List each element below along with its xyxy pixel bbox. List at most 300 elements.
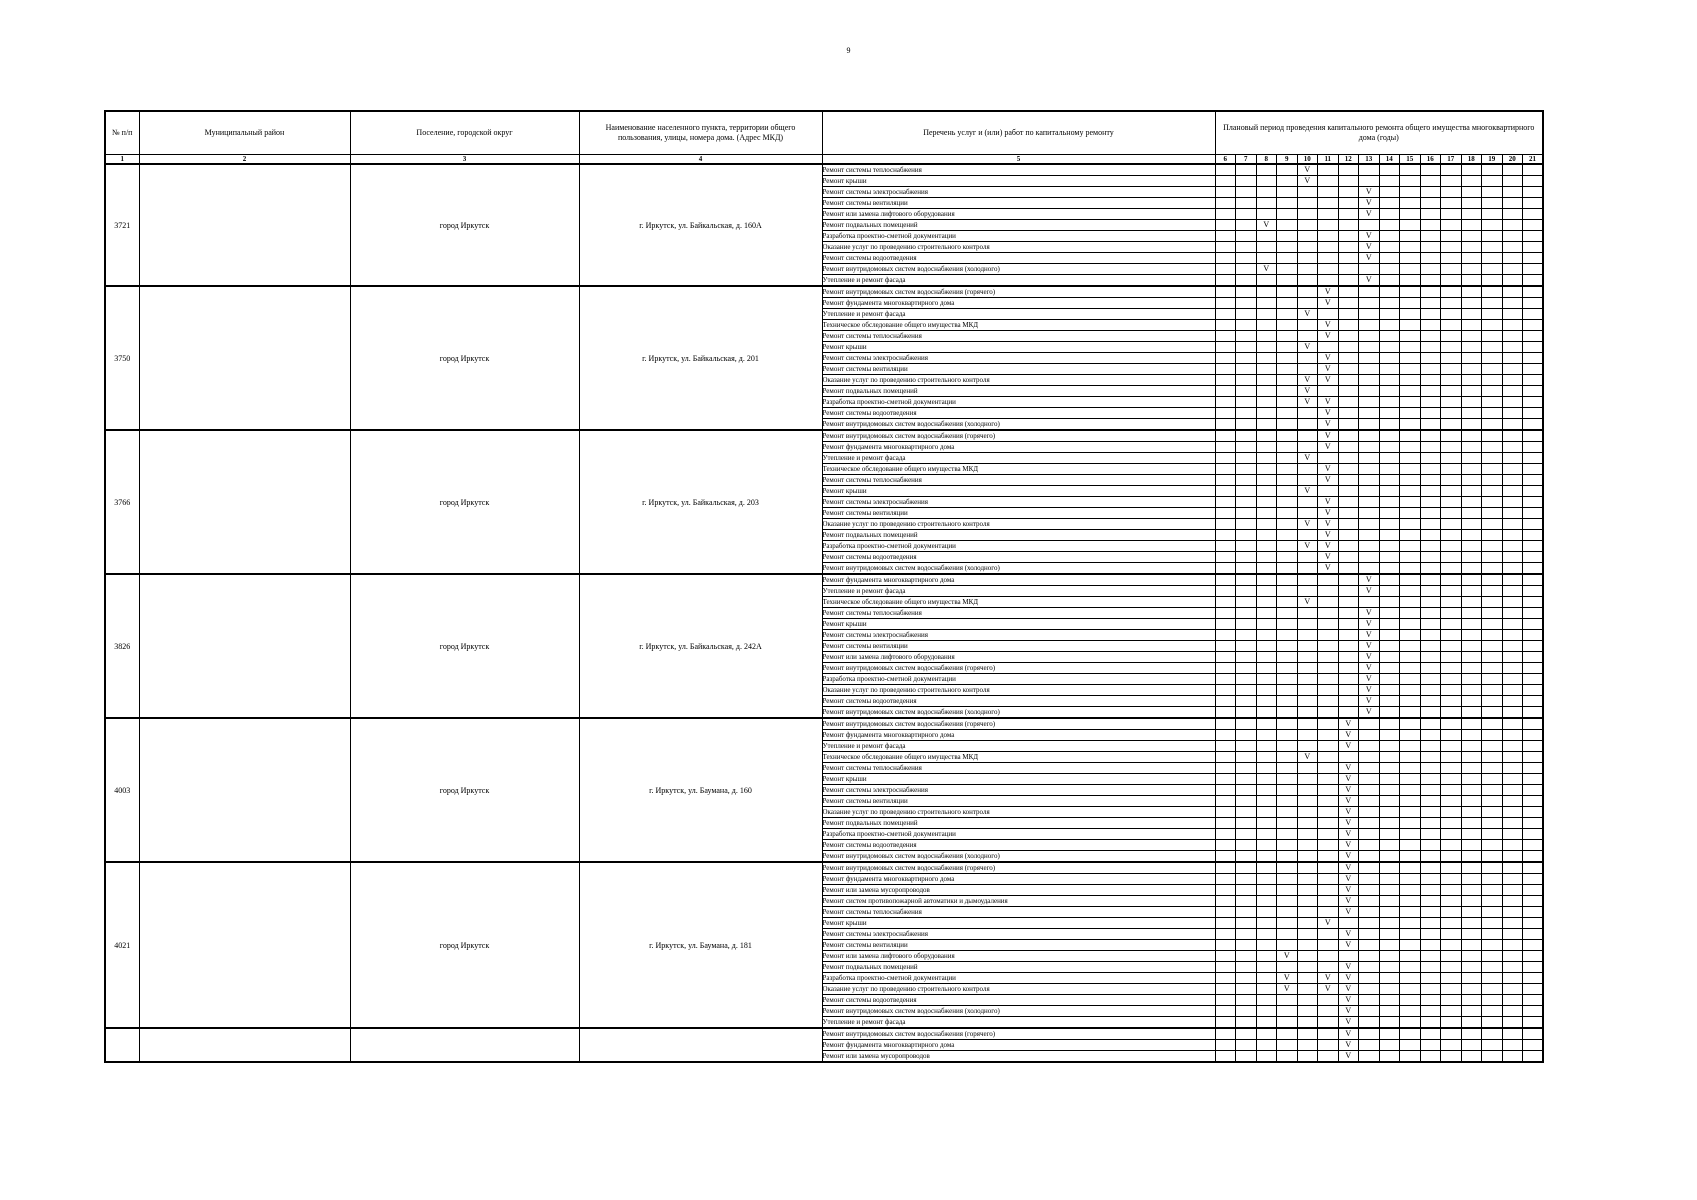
table-row — [105, 164, 1543, 176]
year-cell — [1523, 652, 1544, 663]
year-cell — [1461, 164, 1482, 176]
year-cell — [1420, 851, 1441, 863]
year-mark: V — [1297, 397, 1318, 408]
year-cell — [1441, 353, 1462, 364]
year-mark: V — [1359, 586, 1380, 597]
year-cell — [1297, 707, 1318, 719]
year-cell — [1256, 375, 1277, 386]
year-cell — [1482, 896, 1503, 907]
year-cell — [1256, 995, 1277, 1006]
year-cell — [1338, 176, 1359, 187]
year-cell — [1400, 829, 1421, 840]
year-cell — [1256, 1006, 1277, 1017]
year-cell — [1256, 430, 1277, 442]
year-cell — [1420, 1028, 1441, 1040]
year-cell — [1400, 984, 1421, 995]
record-number: 3766 — [105, 430, 139, 574]
year-cell — [1523, 430, 1544, 442]
year-cell — [1277, 896, 1298, 907]
year-cell — [1215, 862, 1236, 874]
year-mark: V — [1338, 785, 1359, 796]
year-cell — [1523, 796, 1544, 807]
year-cell — [1441, 763, 1462, 774]
year-cell — [1215, 918, 1236, 929]
year-mark: V — [1318, 464, 1339, 475]
year-cell — [1277, 918, 1298, 929]
year-cell — [1400, 973, 1421, 984]
year-cell — [1400, 752, 1421, 763]
year-cell — [1256, 464, 1277, 475]
year-cell — [1441, 187, 1462, 198]
year-cell — [1297, 1040, 1318, 1051]
year-cell — [1277, 220, 1298, 231]
year-cell — [1461, 984, 1482, 995]
year-cell — [1502, 209, 1523, 220]
year-mark: V — [1338, 929, 1359, 940]
year-cell — [1502, 187, 1523, 198]
year-cell — [1359, 1051, 1380, 1063]
year-cell — [1256, 253, 1277, 264]
year-cell — [1502, 1051, 1523, 1063]
year-mark: V — [1359, 663, 1380, 674]
year-cell — [1236, 574, 1257, 586]
year-cell — [1502, 984, 1523, 995]
year-mark: V — [1297, 519, 1318, 530]
year-cell — [1359, 1028, 1380, 1040]
year-cell — [1523, 408, 1544, 419]
service-cell: Ремонт систем противопожарной автоматики и дымоудаления — [822, 896, 1215, 907]
year-cell — [1461, 807, 1482, 818]
year-cell — [1236, 464, 1257, 475]
service-cell: Ремонт системы электроснабжения — [822, 785, 1215, 796]
year-cell — [1441, 730, 1462, 741]
year-cell — [1523, 375, 1544, 386]
year-cell — [1379, 929, 1400, 940]
year-cell — [1461, 1006, 1482, 1017]
year-cell — [1277, 209, 1298, 220]
year-cell — [1502, 608, 1523, 619]
year-cell — [1502, 231, 1523, 242]
year-cell — [1502, 220, 1523, 231]
year-cell — [1297, 608, 1318, 619]
year-cell — [1215, 231, 1236, 242]
year-cell — [1461, 663, 1482, 674]
year-cell — [1236, 320, 1257, 331]
service-cell: Ремонт внутридомовых систем водоснабжения (горячего) — [822, 430, 1215, 442]
year-cell — [1400, 885, 1421, 896]
year-mark: V — [1338, 896, 1359, 907]
year-mark: V — [1318, 430, 1339, 442]
year-cell — [1236, 264, 1257, 275]
year-cell — [1215, 320, 1236, 331]
year-cell — [1318, 829, 1339, 840]
year-cell — [1277, 829, 1298, 840]
year-cell — [1338, 497, 1359, 508]
year-cell — [1461, 951, 1482, 962]
service-cell: Оказание услуг по проведению строительного контроля — [822, 984, 1215, 995]
year-cell — [1482, 597, 1503, 608]
year-cell — [1482, 730, 1503, 741]
year-cell — [1318, 752, 1339, 763]
year-cell — [1420, 774, 1441, 785]
year-cell — [1338, 298, 1359, 309]
year-cell — [1482, 829, 1503, 840]
year-cell — [1297, 253, 1318, 264]
year-cell — [1502, 874, 1523, 885]
year-cell — [1502, 818, 1523, 829]
year-cell — [1523, 630, 1544, 641]
year-cell — [1461, 752, 1482, 763]
year-cell — [1523, 874, 1544, 885]
year-cell — [1236, 364, 1257, 375]
year-cell — [1338, 419, 1359, 431]
year-cell — [1215, 1051, 1236, 1063]
year-cell — [1277, 1006, 1298, 1017]
year-cell — [1420, 530, 1441, 541]
service-cell: Оказание услуг по проведению строительного контроля — [822, 685, 1215, 696]
year-cell — [1277, 264, 1298, 275]
year-cell — [1482, 563, 1503, 575]
year-cell — [1523, 574, 1544, 586]
year-cell — [1523, 608, 1544, 619]
table-row — [105, 1028, 1543, 1040]
year-cell — [1420, 342, 1441, 353]
year-cell — [1318, 885, 1339, 896]
year-cell — [1502, 1017, 1523, 1029]
year-cell — [1482, 1040, 1503, 1051]
year-cell — [1297, 264, 1318, 275]
year-cell — [1215, 419, 1236, 431]
year-cell — [1482, 574, 1503, 586]
address-cell: г. Иркутск, ул. Байкальская, д. 242А — [579, 574, 822, 718]
service-cell: Ремонт системы вентиляции — [822, 508, 1215, 519]
year-mark: V — [1359, 674, 1380, 685]
year-cell — [1236, 1051, 1257, 1063]
year-cell — [1359, 464, 1380, 475]
year-mark: V — [1338, 862, 1359, 874]
year-cell — [1338, 164, 1359, 176]
year-cell — [1482, 419, 1503, 431]
year-cell — [1318, 1006, 1339, 1017]
year-cell — [1215, 785, 1236, 796]
year-cell — [1297, 730, 1318, 741]
year-cell — [1256, 951, 1277, 962]
year-cell — [1256, 320, 1277, 331]
address-cell: г. Иркутск, ул. Байкальская, д. 160А — [579, 164, 822, 286]
year-cell — [1277, 1028, 1298, 1040]
service-cell: Ремонт внутридомовых систем водоснабжения (холодного) — [822, 563, 1215, 575]
year-cell — [1441, 486, 1462, 497]
year-cell — [1523, 164, 1544, 176]
year-cell — [1482, 364, 1503, 375]
year-cell — [1523, 840, 1544, 851]
year-cell — [1236, 563, 1257, 575]
year-cell — [1215, 176, 1236, 187]
year-cell — [1523, 231, 1544, 242]
year-cell — [1502, 862, 1523, 874]
year-cell — [1256, 541, 1277, 552]
year-cell — [1400, 851, 1421, 863]
year-cell — [1441, 885, 1462, 896]
year-cell — [1318, 652, 1339, 663]
year-cell — [1359, 862, 1380, 874]
address-cell: г. Иркутск, ул. Байкальская, д. 201 — [579, 286, 822, 430]
year-cell — [1379, 530, 1400, 541]
year-cell — [1523, 198, 1544, 209]
year-cell — [1236, 298, 1257, 309]
year-cell — [1256, 984, 1277, 995]
year-cell — [1379, 353, 1400, 364]
year-cell — [1318, 1051, 1339, 1063]
year-cell — [1297, 430, 1318, 442]
year-cell — [1400, 541, 1421, 552]
year-cell — [1461, 1017, 1482, 1029]
year-cell — [1379, 907, 1400, 918]
year-cell — [1523, 674, 1544, 685]
year-cell — [1359, 984, 1380, 995]
year-cell — [1256, 807, 1277, 818]
year-cell — [1502, 707, 1523, 719]
year-cell — [1297, 885, 1318, 896]
year-cell — [1359, 951, 1380, 962]
year-cell — [1359, 298, 1380, 309]
year-cell — [1338, 275, 1359, 287]
year-cell — [1215, 741, 1236, 752]
year-mark: V — [1318, 973, 1339, 984]
year-cell — [1502, 264, 1523, 275]
year-cell — [1441, 1006, 1462, 1017]
year-cell — [1236, 198, 1257, 209]
year-cell — [1482, 386, 1503, 397]
year-cell — [1215, 874, 1236, 885]
year-cell — [1359, 176, 1380, 187]
year-cell — [1400, 741, 1421, 752]
year-cell — [1482, 1006, 1503, 1017]
year-cell — [1461, 718, 1482, 730]
year-cell — [1215, 929, 1236, 940]
year-cell — [1379, 574, 1400, 586]
service-cell: Ремонт системы электроснабжения — [822, 630, 1215, 641]
year-cell — [1482, 209, 1503, 220]
column-number: 10 — [1297, 155, 1318, 165]
service-cell: Ремонт системы теплоснабжения — [822, 608, 1215, 619]
year-cell — [1256, 397, 1277, 408]
year-cell — [1379, 995, 1400, 1006]
year-cell — [1461, 995, 1482, 1006]
service-cell: Ремонт системы теплоснабжения — [822, 164, 1215, 176]
year-cell — [1215, 309, 1236, 320]
year-cell — [1420, 486, 1441, 497]
year-cell — [1523, 397, 1544, 408]
year-cell — [1379, 442, 1400, 453]
settlement-cell: город Иркутск — [350, 862, 579, 1028]
year-cell — [1400, 862, 1421, 874]
year-cell — [1236, 718, 1257, 730]
year-cell — [1502, 829, 1523, 840]
year-cell — [1523, 519, 1544, 530]
year-cell — [1297, 1051, 1318, 1063]
year-cell — [1338, 320, 1359, 331]
year-cell — [1502, 1040, 1523, 1051]
year-cell — [1523, 187, 1544, 198]
year-cell — [1379, 752, 1400, 763]
year-cell — [1277, 818, 1298, 829]
year-mark: V — [1359, 231, 1380, 242]
year-cell — [1277, 940, 1298, 951]
year-cell — [1359, 807, 1380, 818]
year-cell — [1502, 453, 1523, 464]
year-cell — [1523, 962, 1544, 973]
year-cell — [1482, 630, 1503, 641]
year-cell — [1338, 619, 1359, 630]
year-cell — [1236, 497, 1257, 508]
service-cell: Оказание услуг по проведению строительного контроля — [822, 375, 1215, 386]
service-cell: Ремонт системы теплоснабжения — [822, 331, 1215, 342]
year-cell — [1256, 973, 1277, 984]
year-cell — [1297, 442, 1318, 453]
year-cell — [1379, 242, 1400, 253]
year-cell — [1482, 586, 1503, 597]
column-number: 1 — [105, 155, 139, 165]
year-cell — [1297, 951, 1318, 962]
year-cell — [1420, 298, 1441, 309]
year-cell — [1236, 1006, 1257, 1017]
year-cell — [1256, 896, 1277, 907]
district-cell — [139, 430, 350, 574]
year-cell — [1523, 785, 1544, 796]
year-cell — [1379, 486, 1400, 497]
year-mark: V — [1359, 275, 1380, 287]
year-cell — [1420, 1051, 1441, 1063]
year-cell — [1277, 176, 1298, 187]
year-cell — [1215, 453, 1236, 464]
year-cell — [1441, 641, 1462, 652]
year-cell — [1523, 829, 1544, 840]
year-cell — [1215, 619, 1236, 630]
year-cell — [1215, 962, 1236, 973]
year-cell — [1502, 995, 1523, 1006]
year-cell — [1379, 696, 1400, 707]
year-cell — [1359, 907, 1380, 918]
year-cell — [1215, 563, 1236, 575]
year-cell — [1236, 419, 1257, 431]
year-cell — [1502, 353, 1523, 364]
year-cell — [1256, 741, 1277, 752]
year-cell — [1502, 486, 1523, 497]
year-cell — [1400, 309, 1421, 320]
year-cell — [1256, 929, 1277, 940]
year-cell — [1523, 818, 1544, 829]
year-cell — [1277, 641, 1298, 652]
year-cell — [1318, 840, 1339, 851]
year-mark: V — [1359, 242, 1380, 253]
year-cell — [1236, 430, 1257, 442]
service-cell: Ремонт или замена лифтового оборудования — [822, 209, 1215, 220]
year-cell — [1400, 685, 1421, 696]
year-cell — [1215, 464, 1236, 475]
year-cell — [1441, 995, 1462, 1006]
year-cell — [1338, 430, 1359, 442]
year-cell — [1338, 608, 1359, 619]
year-mark: V — [1338, 907, 1359, 918]
year-cell — [1523, 929, 1544, 940]
year-cell — [1215, 586, 1236, 597]
year-cell — [1400, 796, 1421, 807]
year-cell — [1236, 209, 1257, 220]
year-cell — [1379, 597, 1400, 608]
year-cell — [1482, 286, 1503, 298]
year-cell — [1277, 707, 1298, 719]
year-cell — [1359, 785, 1380, 796]
year-cell — [1215, 386, 1236, 397]
year-cell — [1502, 763, 1523, 774]
year-mark: V — [1297, 164, 1318, 176]
year-cell — [1420, 353, 1441, 364]
year-cell — [1441, 652, 1462, 663]
year-cell — [1379, 829, 1400, 840]
year-cell — [1379, 973, 1400, 984]
year-cell — [1420, 807, 1441, 818]
year-cell — [1379, 364, 1400, 375]
year-cell — [1236, 586, 1257, 597]
year-cell — [1359, 541, 1380, 552]
year-cell — [1441, 231, 1462, 242]
service-cell: Утепление и ремонт фасада — [822, 309, 1215, 320]
year-cell — [1441, 619, 1462, 630]
year-cell — [1400, 763, 1421, 774]
year-cell — [1523, 220, 1544, 231]
year-cell — [1420, 475, 1441, 486]
year-cell — [1400, 397, 1421, 408]
year-cell — [1523, 331, 1544, 342]
year-cell — [1400, 497, 1421, 508]
year-cell — [1256, 552, 1277, 563]
year-cell — [1441, 375, 1462, 386]
year-cell — [1482, 408, 1503, 419]
year-cell — [1277, 353, 1298, 364]
year-cell — [1277, 586, 1298, 597]
service-cell: Утепление и ремонт фасада — [822, 741, 1215, 752]
service-cell: Техническое обследование общего имущества МКД — [822, 752, 1215, 763]
year-cell — [1236, 929, 1257, 940]
year-cell — [1256, 685, 1277, 696]
year-cell — [1379, 408, 1400, 419]
year-cell — [1318, 962, 1339, 973]
year-cell — [1482, 397, 1503, 408]
year-cell — [1256, 652, 1277, 663]
year-cell — [1236, 774, 1257, 785]
year-cell — [1256, 419, 1277, 431]
year-cell — [1420, 176, 1441, 187]
year-cell — [1359, 752, 1380, 763]
year-cell — [1297, 364, 1318, 375]
year-mark: V — [1318, 320, 1339, 331]
year-cell — [1297, 674, 1318, 685]
year-cell — [1277, 1051, 1298, 1063]
year-cell — [1441, 874, 1462, 885]
year-cell — [1400, 530, 1421, 541]
year-cell — [1297, 741, 1318, 752]
year-cell — [1236, 907, 1257, 918]
year-cell — [1523, 475, 1544, 486]
year-cell — [1523, 597, 1544, 608]
year-cell — [1297, 231, 1318, 242]
year-cell — [1338, 342, 1359, 353]
year-cell — [1215, 209, 1236, 220]
column-number: 11 — [1318, 155, 1339, 165]
year-cell — [1461, 541, 1482, 552]
year-cell — [1297, 696, 1318, 707]
